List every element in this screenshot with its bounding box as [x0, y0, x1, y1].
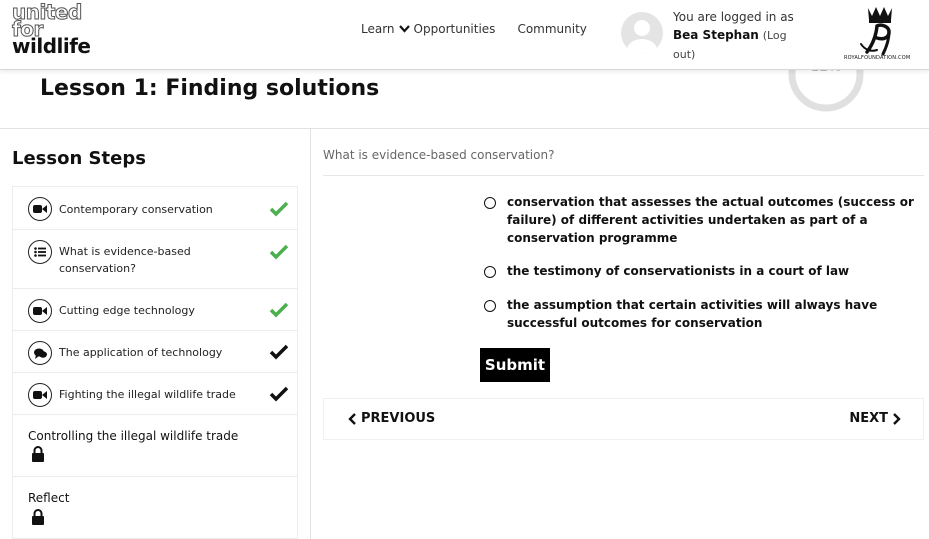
lesson-steps-list: [12, 186, 298, 539]
lesson-step[interactable]: [12, 230, 298, 289]
check-icon: [269, 344, 289, 360]
video-icon: [28, 383, 52, 407]
video-icon: [28, 197, 52, 221]
lesson-steps-sidebar: [0, 129, 311, 539]
list-icon: [28, 240, 52, 264]
user-name: Bea Stephan: [673, 28, 759, 42]
united-for-wildlife-logo[interactable]: [12, 0, 92, 58]
previous-button[interactable]: [348, 411, 435, 426]
divider: [323, 175, 924, 176]
video-icon: [28, 299, 52, 323]
user-silhouette-icon: [621, 12, 663, 54]
lesson-step[interactable]: [12, 373, 298, 415]
step-label: Cutting edge technology: [59, 304, 195, 317]
lesson-step[interactable]: [12, 289, 298, 331]
nav-opportunities[interactable]: [414, 22, 496, 36]
nav-learn[interactable]: [361, 22, 414, 36]
step-label: Controlling the illegal wildlife trade: [28, 429, 239, 443]
chevron-down-icon: [399, 25, 410, 33]
user-info: [673, 8, 803, 64]
logo-line-1: united: [12, 0, 82, 24]
submit-button[interactable]: Submit: [480, 348, 550, 382]
quiz-option[interactable]: [482, 296, 922, 332]
option-label: the assumption that certain activities will always have successful outcomes for conservation: [507, 298, 878, 330]
quiz-option[interactable]: [482, 193, 922, 247]
option-label: conservation that assesses the actual outcomes (success or failure) of different activities undertaken as part of a conservation programme: [507, 195, 914, 245]
nav-community[interactable]: [517, 22, 586, 36]
check-icon: [269, 201, 289, 217]
lesson-step: [12, 477, 298, 539]
option-label: the testimony of conservationists in a court of law: [507, 264, 850, 278]
quiz-question: What is evidence-based conservation?: [323, 148, 555, 162]
lock-icon: [31, 446, 45, 463]
radio-button[interactable]: [484, 197, 496, 209]
nav-learn-label: Learn: [361, 22, 395, 36]
site-header: [0, 0, 929, 70]
royal-foundation-text: ROYALFOUNDATION.COM: [844, 55, 911, 61]
nav-community-label: Community: [517, 22, 587, 36]
main-nav: [361, 22, 587, 36]
next-button[interactable]: [849, 411, 901, 426]
check-icon: [269, 244, 289, 260]
logo-line-2: for: [12, 17, 43, 41]
lesson-steps-heading: Lesson Steps: [12, 148, 146, 169]
logout-link[interactable]: (Log out): [673, 29, 787, 61]
quiz-options: [482, 193, 922, 332]
check-icon: [269, 302, 289, 318]
radio-button[interactable]: [484, 300, 496, 312]
next-label: NEXT: [849, 411, 888, 426]
previous-label: PREVIOUS: [361, 411, 436, 426]
avatar[interactable]: [621, 12, 663, 54]
chevron-left-icon: [348, 413, 357, 425]
lock-icon: [31, 509, 45, 526]
step-label: Contemporary conservation: [59, 203, 213, 216]
lesson-step[interactable]: [12, 331, 298, 373]
chevron-right-icon: [892, 413, 901, 425]
logo-line-3: wildlife: [12, 34, 91, 58]
lesson-step[interactable]: [12, 187, 298, 230]
lesson-step: [12, 415, 298, 477]
logged-in-text: You are logged in as: [673, 10, 794, 24]
step-label: What is evidence-based conservation?: [59, 245, 191, 275]
check-icon: [269, 386, 289, 402]
step-label: Fighting the illegal wildlife trade: [59, 388, 236, 401]
page-title: Lesson 1: Finding solutions: [40, 76, 380, 101]
lesson-pager: [323, 398, 924, 440]
nav-opportunities-label: Opportunities: [413, 22, 496, 36]
step-label: The application of technology: [59, 346, 223, 359]
step-label: Reflect: [28, 491, 70, 505]
quiz-option[interactable]: [482, 262, 922, 280]
chat-icon: [28, 341, 52, 365]
radio-button[interactable]: [484, 266, 496, 278]
